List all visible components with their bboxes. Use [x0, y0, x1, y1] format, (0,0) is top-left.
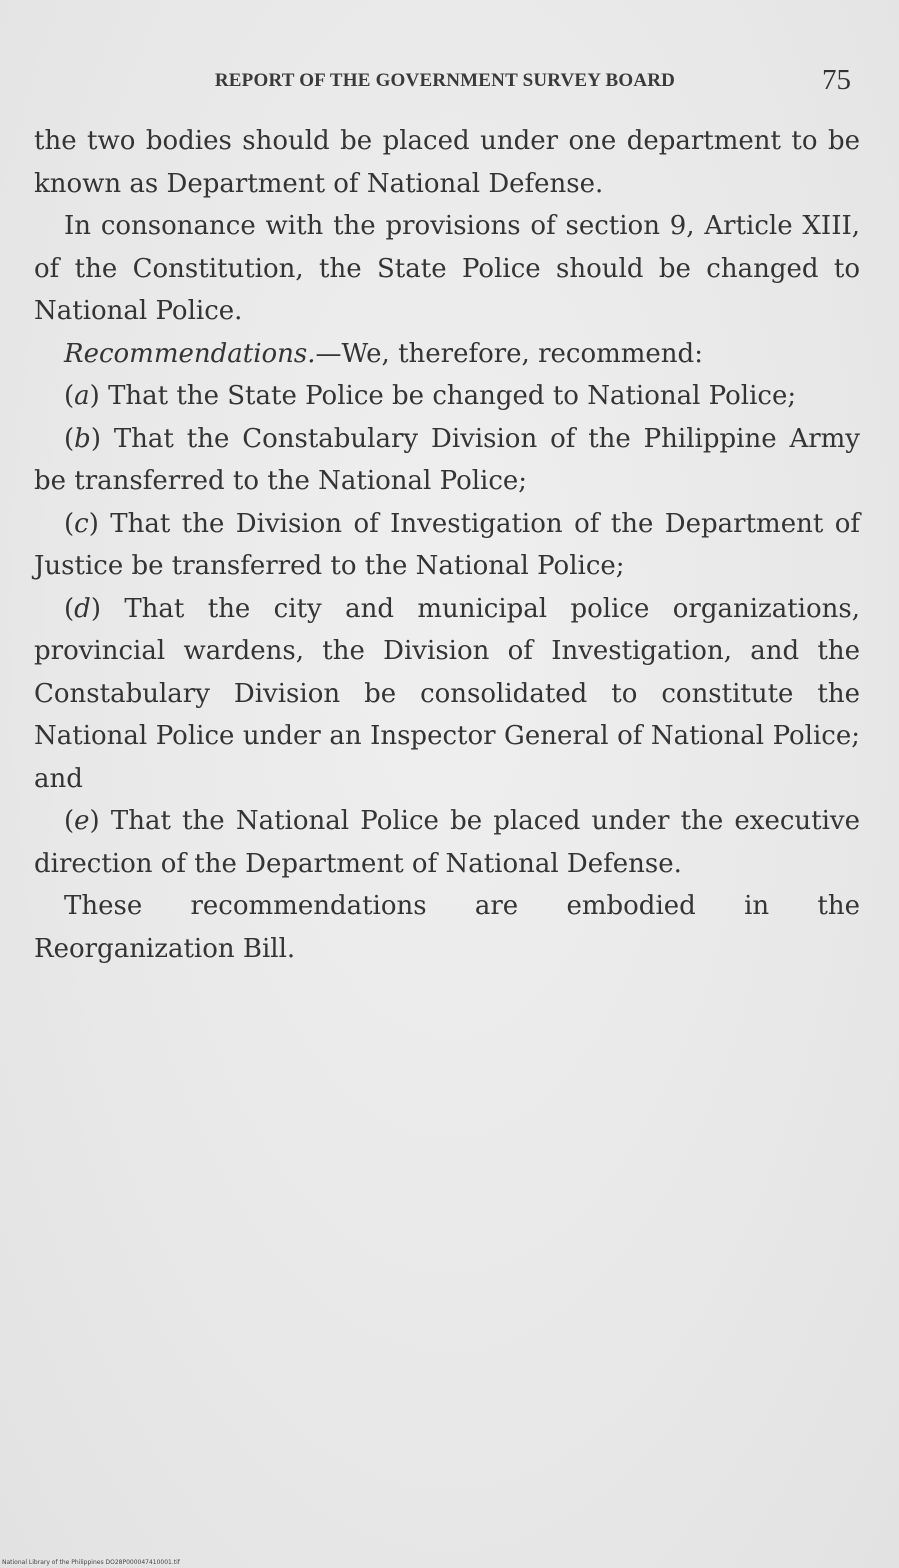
recommendations-lead: Recommendations.	[64, 338, 316, 369]
item-b-letter: b	[74, 423, 91, 454]
item-c-letter: c	[74, 508, 89, 539]
list-item-c: (c) That the Division of Investigation of the Department of Justice be transferred to the National Police;	[34, 508, 860, 581]
item-d-letter: d	[74, 593, 91, 624]
scan-source-footer: National Library of the Philippines DO28P000047410001.tif	[2, 1559, 180, 1566]
list-item-d: (d) That the city and municipal police organizations, provincial wardens, the Division of Investigation, and the Constabulary Division be consolidated to constitute the National Police under an Inspector General of National Police; and	[34, 593, 860, 794]
list-item-b: (b) That the Constabulary Division of the Philippine Army be transferred to the National Police;	[34, 423, 860, 496]
recommendations-text: —We, therefore, recommend:	[315, 338, 703, 369]
paragraph-constitution: In consonance with the provisions of section 9, Article XIII, of the Constitution, the State Police should be changed to National Police.	[34, 211, 860, 326]
page-number: 75	[822, 64, 851, 96]
item-b-text: That the Constabulary Division of the Philippine Army be transferred to the National Police;	[34, 423, 860, 496]
item-e-text: That the National Police be placed under the executive direction of the Department of National Defense.	[34, 806, 860, 879]
item-d-text: That the city and municipal police organizations, provincial wardens, the Division of Investigation, and the Constabulary Division be consolidated to constitute the National Police under an Inspector General of National Police; and	[34, 593, 860, 794]
item-e-letter: e	[74, 806, 90, 836]
list-item-a: (a) That the State Police be changed to National Police;	[64, 381, 797, 411]
item-a-letter: a	[74, 381, 90, 411]
list-item-e: (e) That the National Police be placed under the executive direction of the Department of National Defense.	[34, 806, 860, 879]
paragraph-final: These recommendations are embodied in the Reorganization Bill.	[34, 891, 860, 964]
paragraph-continuation: the two bodies should be placed under one department to be known as Department of National Defense.	[34, 126, 860, 199]
body-text	[34, 120, 860, 970]
item-a-text: That the State Police be changed to National Police;	[99, 381, 797, 411]
paragraph-recommendations	[34, 333, 860, 376]
item-c-text: That the Division of Investigation of the Department of Justice be transferred to the National Police;	[34, 508, 860, 581]
running-head-title: REPORT OF THE GOVERNMENT SURVEY BOARD	[214, 70, 676, 91]
